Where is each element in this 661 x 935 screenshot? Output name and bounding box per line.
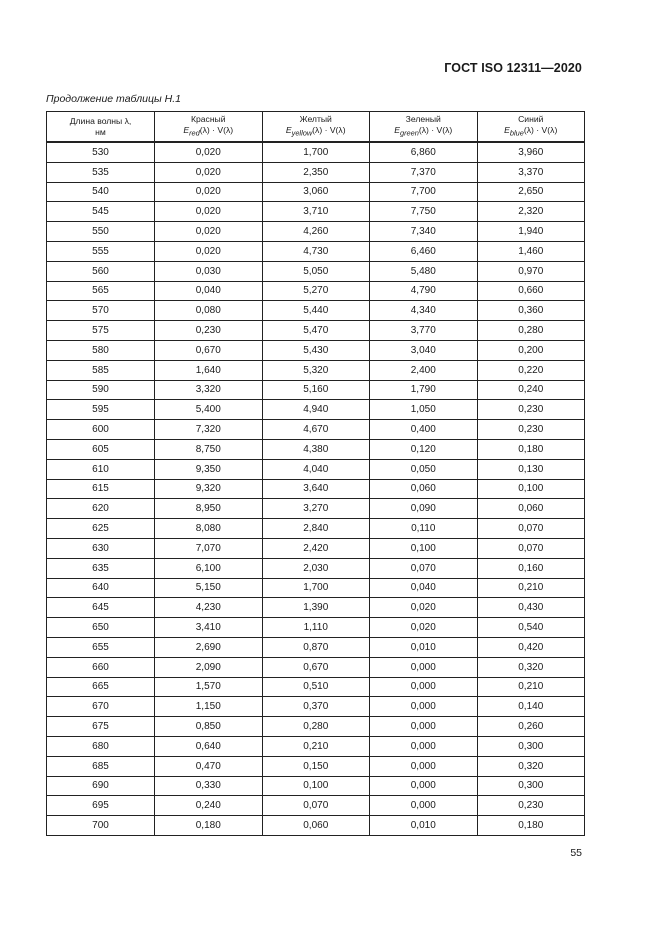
cell-red: 9,350: [155, 459, 263, 479]
cell-wavelength: 630: [47, 538, 155, 558]
cell-red: 3,410: [155, 618, 263, 638]
cell-green: 1,050: [370, 400, 478, 420]
cell-wavelength: 680: [47, 736, 155, 756]
table-row: [47, 519, 585, 539]
cell-yellow: 5,430: [262, 340, 370, 360]
table-caption: Продолжение таблицы Н.1: [46, 93, 181, 105]
table-row: [47, 261, 585, 281]
cell-blue: 1,460: [477, 241, 585, 261]
cell-red: 0,180: [155, 816, 263, 836]
cell-green: 0,000: [370, 736, 478, 756]
table-row: [47, 558, 585, 578]
cell-blue: 0,360: [477, 301, 585, 321]
cell-green: 6,460: [370, 241, 478, 261]
cell-green: 2,400: [370, 360, 478, 380]
cell-yellow: 1,700: [262, 578, 370, 598]
cell-blue: 0,300: [477, 736, 585, 756]
cell-blue: 0,060: [477, 499, 585, 519]
cell-red: 0,040: [155, 281, 263, 301]
cell-yellow: 0,100: [262, 776, 370, 796]
cell-blue: 0,210: [477, 677, 585, 697]
cell-wavelength: 615: [47, 479, 155, 499]
cell-wavelength: 620: [47, 499, 155, 519]
cell-green: 4,790: [370, 281, 478, 301]
table-row: [47, 340, 585, 360]
cell-green: 6,860: [370, 142, 478, 162]
cell-green: 0,100: [370, 538, 478, 558]
cell-blue: 0,180: [477, 439, 585, 459]
table-row: [47, 578, 585, 598]
cell-green: 0,010: [370, 816, 478, 836]
cell-wavelength: 685: [47, 756, 155, 776]
cell-wavelength: 675: [47, 717, 155, 737]
cell-wavelength: 580: [47, 340, 155, 360]
cell-wavelength: 625: [47, 519, 155, 539]
cell-yellow: 2,420: [262, 538, 370, 558]
cell-blue: 0,210: [477, 578, 585, 598]
cell-red: 0,470: [155, 756, 263, 776]
cell-red: 5,400: [155, 400, 263, 420]
table-row: [47, 202, 585, 222]
cell-red: 8,080: [155, 519, 263, 539]
cell-red: 8,950: [155, 499, 263, 519]
cell-wavelength: 610: [47, 459, 155, 479]
cell-green: 0,120: [370, 439, 478, 459]
cell-blue: 0,320: [477, 657, 585, 677]
table-row: [47, 222, 585, 242]
cell-wavelength: 700: [47, 816, 155, 836]
cell-blue: 0,230: [477, 420, 585, 440]
table-row: [47, 816, 585, 836]
cell-wavelength: 535: [47, 162, 155, 182]
cell-green: 0,000: [370, 657, 478, 677]
table-row: [47, 796, 585, 816]
cell-red: 0,020: [155, 162, 263, 182]
cell-wavelength: 690: [47, 776, 155, 796]
cell-yellow: 2,840: [262, 519, 370, 539]
cell-red: 2,090: [155, 657, 263, 677]
cell-green: 0,020: [370, 598, 478, 618]
cell-wavelength: 590: [47, 380, 155, 400]
cell-blue: 1,940: [477, 222, 585, 242]
header-yellow-formula-main: E: [285, 125, 292, 136]
cell-wavelength: 560: [47, 261, 155, 281]
cell-blue: 2,650: [477, 182, 585, 202]
header-wavelength-line1: Длина волны λ,: [69, 115, 132, 126]
cell-yellow: 0,070: [262, 796, 370, 816]
cell-yellow: 5,470: [262, 321, 370, 341]
table-row: [47, 598, 585, 618]
cell-wavelength: 530: [47, 142, 155, 162]
cell-wavelength: 640: [47, 578, 155, 598]
cell-red: 2,690: [155, 637, 263, 657]
cell-yellow: 0,370: [262, 697, 370, 717]
cell-yellow: 0,510: [262, 677, 370, 697]
cell-green: 0,000: [370, 776, 478, 796]
cell-wavelength: 650: [47, 618, 155, 638]
table-body: [47, 142, 585, 835]
table-row: [47, 499, 585, 519]
cell-red: 7,070: [155, 538, 263, 558]
cell-wavelength: 575: [47, 321, 155, 341]
cell-blue: 0,180: [477, 816, 585, 836]
cell-wavelength: 570: [47, 301, 155, 321]
header-red-formula-rest: (λ) · V(λ): [199, 125, 234, 136]
cell-yellow: 5,440: [262, 301, 370, 321]
cell-red: 4,230: [155, 598, 263, 618]
cell-red: 1,570: [155, 677, 263, 697]
cell-wavelength: 550: [47, 222, 155, 242]
cell-green: 0,050: [370, 459, 478, 479]
cell-blue: 3,370: [477, 162, 585, 182]
cell-blue: 0,230: [477, 400, 585, 420]
table-row: [47, 756, 585, 776]
cell-red: 8,750: [155, 439, 263, 459]
cell-red: 0,330: [155, 776, 263, 796]
cell-green: 3,770: [370, 321, 478, 341]
cell-blue: 0,970: [477, 261, 585, 281]
cell-yellow: 1,700: [262, 142, 370, 162]
cell-green: 1,790: [370, 380, 478, 400]
header-yellow-label: Желтый: [299, 114, 332, 125]
cell-red: 5,150: [155, 578, 263, 598]
page-number: 55: [570, 847, 582, 859]
cell-green: 0,040: [370, 578, 478, 598]
cell-red: 0,020: [155, 202, 263, 222]
cell-green: 0,000: [370, 677, 478, 697]
cell-yellow: 3,640: [262, 479, 370, 499]
cell-yellow: 3,710: [262, 202, 370, 222]
table-row: [47, 736, 585, 756]
cell-yellow: 1,110: [262, 618, 370, 638]
cell-wavelength: 600: [47, 420, 155, 440]
cell-wavelength: 565: [47, 281, 155, 301]
cell-blue: 0,200: [477, 340, 585, 360]
cell-blue: 0,300: [477, 776, 585, 796]
header-blue-formula-main: E: [504, 125, 510, 136]
table-row: [47, 420, 585, 440]
cell-green: 5,480: [370, 261, 478, 281]
header-wavelength-unit: нм: [95, 126, 106, 137]
header-red-formula-main: E: [183, 125, 190, 136]
table-row: [47, 162, 585, 182]
cell-yellow: 5,270: [262, 281, 370, 301]
cell-green: 0,000: [370, 796, 478, 816]
table-row: [47, 142, 585, 162]
table-row: [47, 677, 585, 697]
table-header-row: [47, 112, 585, 143]
cell-yellow: 4,940: [262, 400, 370, 420]
cell-green: 7,340: [370, 222, 478, 242]
standard-designation: ГОСТ ISO 12311—2020: [444, 61, 582, 75]
table-row: [47, 657, 585, 677]
cell-red: 7,320: [155, 420, 263, 440]
table-row: [47, 618, 585, 638]
cell-blue: 0,070: [477, 538, 585, 558]
cell-red: 0,020: [155, 241, 263, 261]
cell-yellow: 0,670: [262, 657, 370, 677]
table-row: [47, 301, 585, 321]
cell-wavelength: 555: [47, 241, 155, 261]
table-row: [47, 637, 585, 657]
header-blue-formula-rest: (λ) · V(λ): [523, 125, 558, 136]
cell-red: 3,320: [155, 380, 263, 400]
cell-wavelength: 635: [47, 558, 155, 578]
header-blue-label: Синий: [518, 114, 544, 125]
cell-yellow: 0,150: [262, 756, 370, 776]
table-row: [47, 380, 585, 400]
cell-blue: 2,320: [477, 202, 585, 222]
cell-yellow: 2,030: [262, 558, 370, 578]
cell-wavelength: 660: [47, 657, 155, 677]
cell-wavelength: 595: [47, 400, 155, 420]
cell-blue: 3,960: [477, 142, 585, 162]
cell-green: 0,400: [370, 420, 478, 440]
table-row: [47, 479, 585, 499]
cell-green: 0,000: [370, 756, 478, 776]
table-row: [47, 717, 585, 737]
table-row: [47, 538, 585, 558]
cell-blue: 0,320: [477, 756, 585, 776]
header-blue-formula-sub: blue: [509, 128, 524, 138]
cell-red: 0,850: [155, 717, 263, 737]
cell-green: 0,070: [370, 558, 478, 578]
cell-green: 0,000: [370, 717, 478, 737]
header-green-formula-rest: (λ) · V(λ): [418, 125, 453, 136]
table-row: [47, 439, 585, 459]
header-yellow-formula-sub: yellow: [291, 128, 313, 138]
cell-yellow: 3,270: [262, 499, 370, 519]
header-red: [155, 112, 263, 143]
cell-blue: 0,280: [477, 321, 585, 341]
cell-red: 0,020: [155, 222, 263, 242]
header-red-formula-sub: red: [189, 128, 200, 138]
header-green-formula-sub: green: [399, 128, 419, 138]
table-row: [47, 776, 585, 796]
table-row: [47, 697, 585, 717]
cell-green: 0,020: [370, 618, 478, 638]
spectral-data-table: [46, 111, 585, 836]
cell-wavelength: 670: [47, 697, 155, 717]
cell-green: 3,040: [370, 340, 478, 360]
cell-green: 0,000: [370, 697, 478, 717]
table-row: [47, 241, 585, 261]
cell-yellow: 4,670: [262, 420, 370, 440]
cell-blue: 0,420: [477, 637, 585, 657]
cell-yellow: 0,210: [262, 736, 370, 756]
cell-red: 0,640: [155, 736, 263, 756]
cell-blue: 0,660: [477, 281, 585, 301]
cell-red: 0,080: [155, 301, 263, 321]
header-green-label: Зеленый: [405, 114, 441, 125]
cell-yellow: 4,730: [262, 241, 370, 261]
cell-yellow: 5,050: [262, 261, 370, 281]
table-row: [47, 360, 585, 380]
cell-blue: 0,230: [477, 796, 585, 816]
header-red-label: Красный: [190, 114, 226, 125]
table-row: [47, 459, 585, 479]
cell-yellow: 3,060: [262, 182, 370, 202]
cell-blue: 0,540: [477, 618, 585, 638]
cell-wavelength: 540: [47, 182, 155, 202]
table-row: [47, 281, 585, 301]
cell-yellow: 2,350: [262, 162, 370, 182]
cell-blue: 0,220: [477, 360, 585, 380]
cell-yellow: 0,060: [262, 816, 370, 836]
cell-blue: 0,240: [477, 380, 585, 400]
cell-green: 7,750: [370, 202, 478, 222]
cell-yellow: 5,320: [262, 360, 370, 380]
cell-wavelength: 605: [47, 439, 155, 459]
table-row: [47, 321, 585, 341]
cell-green: 0,010: [370, 637, 478, 657]
cell-wavelength: 545: [47, 202, 155, 222]
cell-yellow: 4,260: [262, 222, 370, 242]
header-blue: [477, 112, 585, 143]
cell-blue: 0,160: [477, 558, 585, 578]
cell-red: 0,240: [155, 796, 263, 816]
cell-green: 0,090: [370, 499, 478, 519]
cell-yellow: 4,040: [262, 459, 370, 479]
cell-wavelength: 695: [47, 796, 155, 816]
header-green-formula-main: E: [394, 125, 400, 136]
cell-red: 1,640: [155, 360, 263, 380]
cell-red: 9,320: [155, 479, 263, 499]
cell-red: 0,230: [155, 321, 263, 341]
cell-green: 7,370: [370, 162, 478, 182]
cell-green: 4,340: [370, 301, 478, 321]
table-row: [47, 400, 585, 420]
cell-wavelength: 665: [47, 677, 155, 697]
cell-green: 0,060: [370, 479, 478, 499]
cell-yellow: 1,390: [262, 598, 370, 618]
cell-red: 0,670: [155, 340, 263, 360]
cell-yellow: 0,280: [262, 717, 370, 737]
header-yellow: [262, 112, 370, 143]
cell-blue: 0,070: [477, 519, 585, 539]
cell-wavelength: 655: [47, 637, 155, 657]
cell-green: 7,700: [370, 182, 478, 202]
cell-blue: 0,100: [477, 479, 585, 499]
cell-red: 1,150: [155, 697, 263, 717]
header-yellow-formula-rest: (λ) · V(λ): [312, 125, 346, 136]
cell-red: 0,030: [155, 261, 263, 281]
cell-yellow: 5,160: [262, 380, 370, 400]
cell-yellow: 0,870: [262, 637, 370, 657]
cell-blue: 0,260: [477, 717, 585, 737]
cell-blue: 0,130: [477, 459, 585, 479]
cell-red: 6,100: [155, 558, 263, 578]
cell-wavelength: 645: [47, 598, 155, 618]
cell-red: 0,020: [155, 182, 263, 202]
cell-red: 0,020: [155, 142, 263, 162]
cell-blue: 0,430: [477, 598, 585, 618]
cell-yellow: 4,380: [262, 439, 370, 459]
header-green: [370, 112, 478, 143]
header-wavelength: [47, 112, 155, 143]
table-row: [47, 182, 585, 202]
cell-green: 0,110: [370, 519, 478, 539]
cell-wavelength: 585: [47, 360, 155, 380]
cell-blue: 0,140: [477, 697, 585, 717]
